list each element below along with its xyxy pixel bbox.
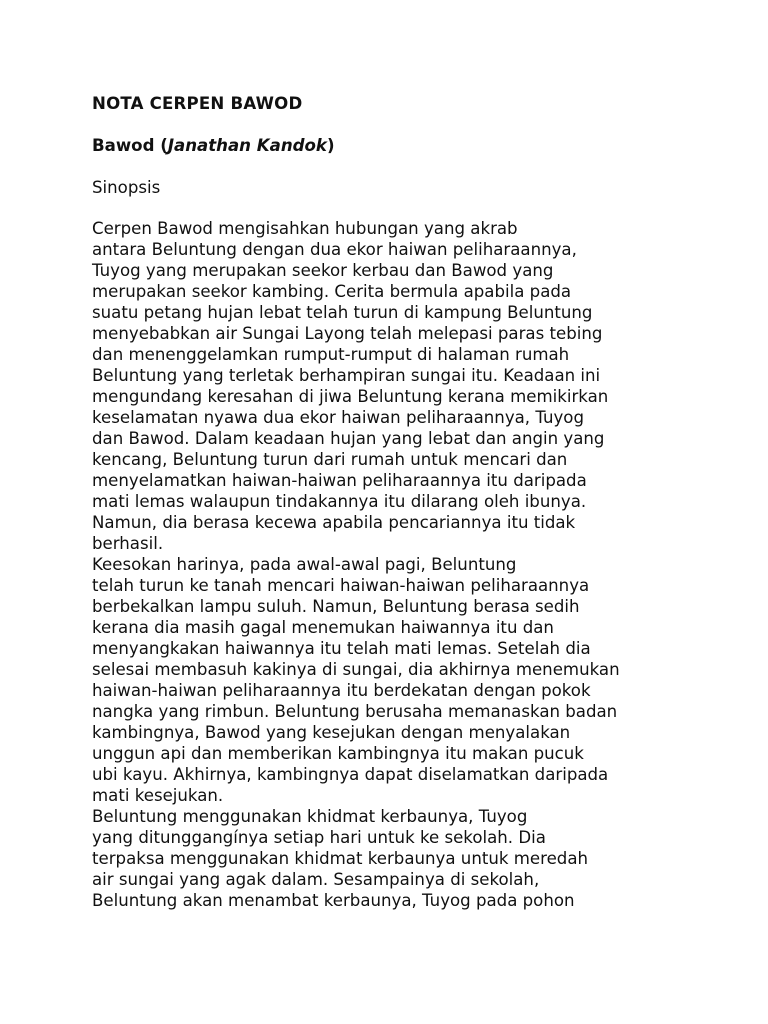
- text-line: Beluntung menggunakan khidmat kerbaunya, Tuyog: [92, 807, 528, 826]
- text-line: nangka yang rimbun. Beluntung berusaha memanaskan badan: [92, 702, 618, 721]
- close-parenthesis: ): [326, 136, 335, 155]
- text-line: menyebabkan air Sungai Layong telah melepasi paras tebing: [92, 324, 603, 343]
- text-line: merupakan seekor kambing. Cerita bermula apabila pada: [92, 282, 572, 301]
- text-line: telah turun ke tanah mencari haiwan-haiwan peliharaannya: [92, 576, 590, 595]
- text-line: Namun, dia berasa kecewa apabila pencariannya itu tidak: [92, 513, 576, 532]
- text-line: haiwan-haiwan peliharaannya itu berdekatan dengan pokok: [92, 681, 591, 700]
- text-line: kencang, Beluntung turun dari rumah untuk mencari dan: [92, 450, 568, 469]
- author-name: Janathan Kandok: [167, 136, 327, 155]
- text-line: Beluntung yang terletak berhampiran sungai itu. Keadaan ini: [92, 366, 601, 385]
- text-line: air sungai yang agak dalam. Sesampainya di sekolah,: [92, 870, 540, 889]
- text-line: kerana dia masih gagal menemukan haiwannya itu dan: [92, 618, 554, 637]
- text-line: berhasil.: [92, 534, 164, 553]
- text-line: Cerpen Bawod mengisahkan hubungan yang akrab: [92, 219, 518, 238]
- story-heading: [92, 134, 335, 158]
- text-line: dan menenggelamkan rumput-rumput di halaman rumah: [92, 345, 570, 364]
- text-line: menyelamatkan haiwan-haiwan peliharaannya itu daripada: [92, 471, 587, 490]
- synopsis-body: [92, 218, 712, 911]
- text-line: keselamatan nyawa dua ekor haiwan peliharaannya, Tuyog: [92, 408, 584, 427]
- story-title: Bawod: [92, 136, 155, 155]
- text-line: dan Bawod. Dalam keadaan hujan yang lebat dan angin yang: [92, 429, 605, 448]
- text-line: berbekalkan lampu suluh. Namun, Beluntung berasa sedih: [92, 597, 580, 616]
- text-line: suatu petang hujan lebat telah turun di kampung Beluntung: [92, 303, 593, 322]
- text-line: Beluntung akan menambat kerbaunya, Tuyog pada pohon: [92, 891, 575, 910]
- text-line: yang ditunggangínya setiap hari untuk ke sekolah. Dia: [92, 828, 546, 847]
- open-parenthesis: (: [154, 136, 168, 155]
- text-line: kambingnya, Bawod yang kesejukan dengan menyalakan: [92, 723, 571, 742]
- text-line: menyangkakan haiwannya itu telah mati lemas. Setelah dia: [92, 639, 591, 658]
- document-title: NOTA CERPEN BAWOD: [92, 94, 303, 113]
- text-line: unggun api dan memberikan kambingnya itu makan pucuk: [92, 744, 584, 763]
- text-line: antara Beluntung dengan dua ekor haiwan peliharaannya,: [92, 240, 577, 259]
- text-line: mengundang keresahan di jiwa Beluntung kerana memikirkan: [92, 387, 609, 406]
- text-line: selesai membasuh kakinya di sungai, dia akhirnya menemukan: [92, 660, 620, 679]
- text-line: mati lemas walaupun tindakannya itu dilarang oleh ibunya.: [92, 492, 587, 511]
- section-heading-sinopsis: Sinopsis: [92, 178, 161, 197]
- text-line: Tuyog yang merupakan seekor kerbau dan Bawod yang: [92, 261, 554, 280]
- text-line: Keesokan harinya, pada awal-awal pagi, Beluntung: [92, 555, 517, 574]
- text-line: ubi kayu. Akhirnya, kambingnya dapat diselamatkan daripada: [92, 765, 609, 784]
- text-line: terpaksa menggunakan khidmat kerbaunya untuk meredah: [92, 849, 589, 868]
- text-line: mati kesejukan.: [92, 786, 224, 805]
